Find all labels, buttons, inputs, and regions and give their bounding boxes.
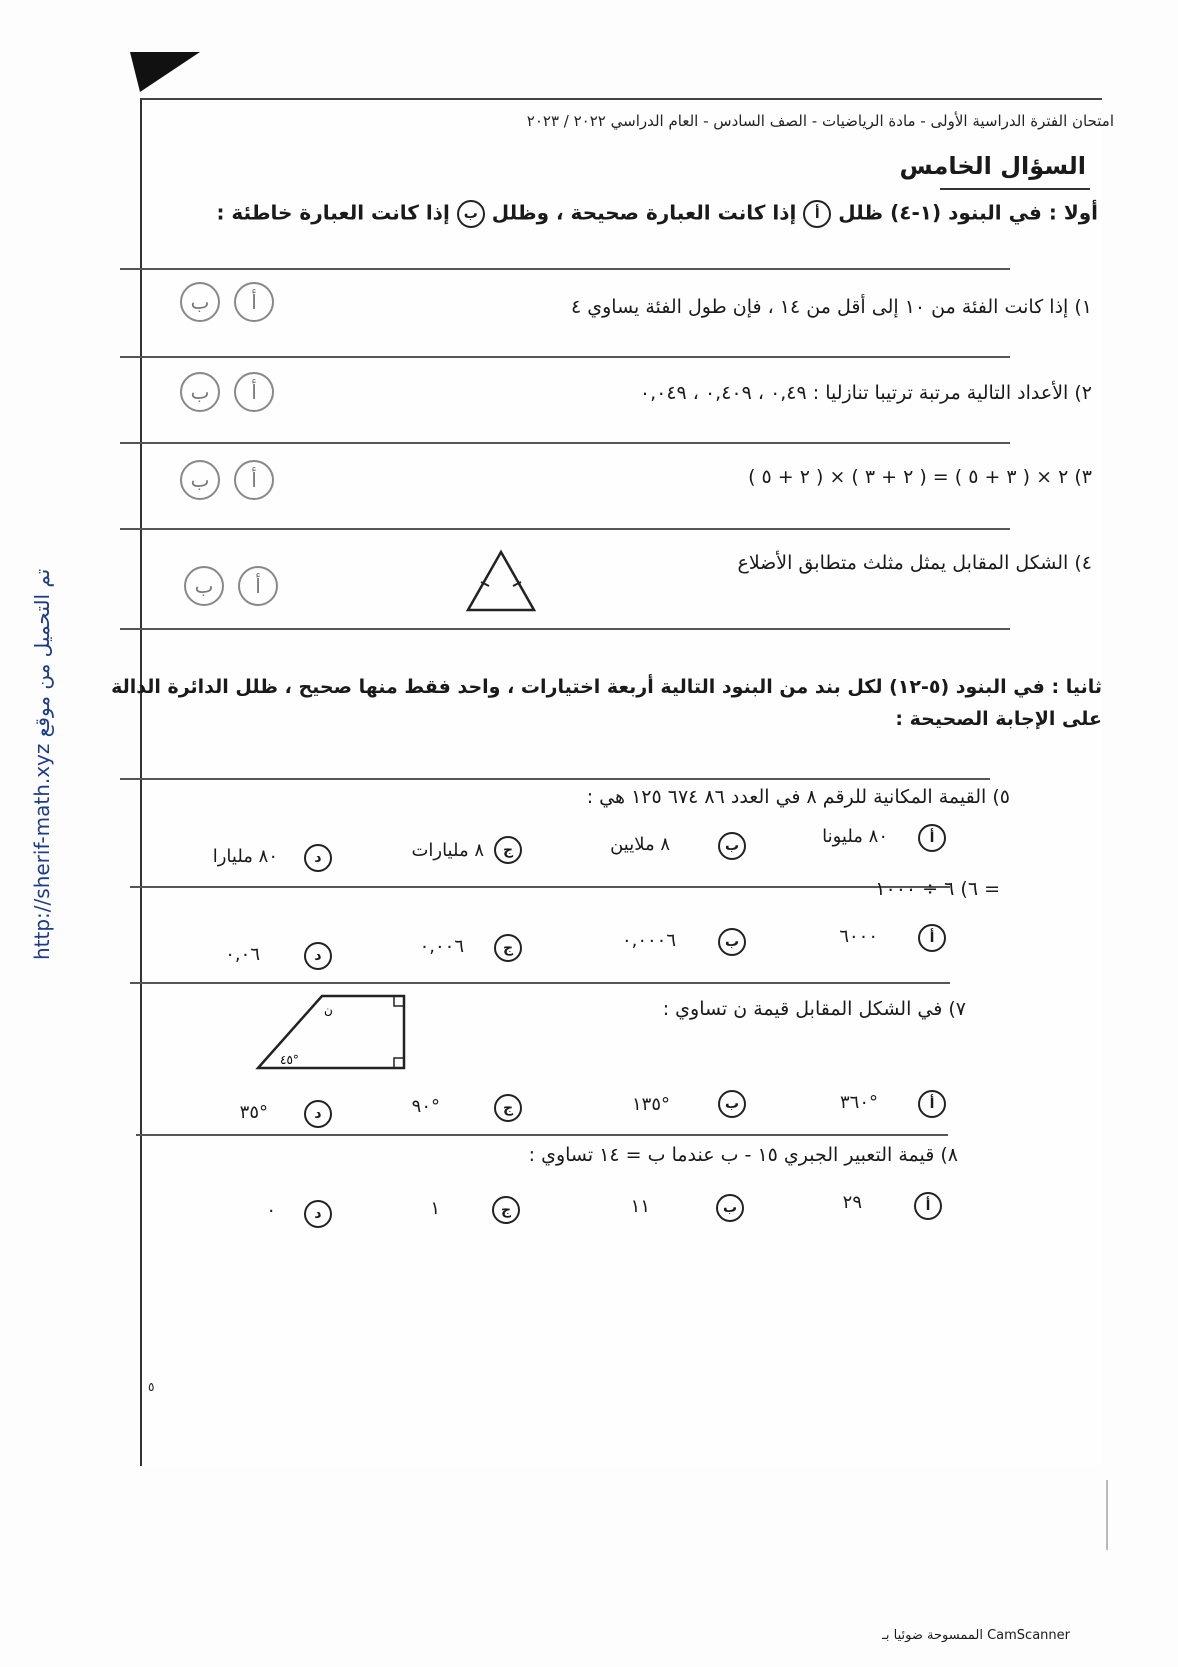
- false-circle-icon: ب: [457, 200, 485, 228]
- q8-option-d: ٠: [266, 1200, 276, 1221]
- q6-option-c: ٠,٠٠٦: [419, 936, 464, 957]
- q3-true-circle[interactable]: أ: [234, 460, 274, 500]
- q2-false-circle[interactable]: ب: [180, 372, 220, 412]
- q6-option-a: ٦٠٠٠: [839, 926, 878, 947]
- divider: [130, 886, 950, 888]
- divider: [130, 982, 950, 984]
- part1-instruction: أولا : في البنود (١-٤) ظلل أ إذا كانت العبارة صحيحة ، وظلل ب إذا كانت العبارة خاطئة :: [216, 200, 1098, 228]
- q5-option-d: ٨٠ مليارا: [212, 846, 278, 867]
- question-3: ٣) ٢ × ( ٣ + ٥ ) = ( ٢ + ٣ ) × ( ٢ + ٥ ): [748, 466, 1092, 488]
- q5-option-b-circle[interactable]: ب: [718, 832, 746, 860]
- q4-true-circle[interactable]: أ: [238, 566, 278, 606]
- side-url-caption: تم التحميل من موقع: [30, 568, 54, 738]
- q6-option-b-circle[interactable]: ب: [718, 928, 746, 956]
- q7-option-d-circle[interactable]: د: [304, 1100, 332, 1128]
- q7-option-d: ٣٥°: [239, 1102, 268, 1123]
- divider: [120, 356, 1010, 358]
- divider: [120, 778, 990, 780]
- angle-n-label: ن: [324, 1003, 333, 1017]
- q4-false-circle[interactable]: ب: [184, 566, 224, 606]
- q7-option-c-circle[interactable]: ج: [494, 1094, 522, 1122]
- q8-option-a: ٢٩: [842, 1192, 862, 1213]
- question-7: ٧) في الشكل المقابل قيمة ن تساوي :: [662, 998, 966, 1020]
- question-6: ٦) ٦ ÷ ١٠٠٠ =: [875, 878, 1000, 900]
- q7-option-b-circle[interactable]: ب: [718, 1090, 746, 1118]
- page-number: ٥: [148, 1380, 155, 1394]
- equilateral-triangle-figure: [464, 548, 538, 614]
- q6-option-c-circle[interactable]: ج: [494, 934, 522, 962]
- q6-option-b: ٠,٠٠٠٦: [621, 930, 676, 951]
- q2-true-circle[interactable]: أ: [234, 372, 274, 412]
- q8-option-b-circle[interactable]: ب: [716, 1194, 744, 1222]
- q5-option-c: ٨ مليارات: [411, 840, 484, 861]
- divider: [136, 1134, 948, 1136]
- scan-edge-mark: [1106, 1480, 1108, 1550]
- section-title: السؤال الخامس: [899, 152, 1086, 180]
- side-url-link[interactable]: http://sherif-math.xyz: [30, 743, 54, 960]
- question-4: ٤) الشكل المقابل يمثل مثلث متطابق الأضلاع: [737, 552, 1092, 574]
- q6-option-d: ٠,٠٦: [225, 944, 260, 965]
- q5-option-a: ٨٠ مليونا: [822, 826, 888, 847]
- part2-instruction-line2: على الإجابة الصحيحة :: [895, 708, 1102, 730]
- q8-option-c: ١: [430, 1198, 440, 1219]
- q5-option-a-circle[interactable]: أ: [918, 824, 946, 852]
- q7-option-a-circle[interactable]: أ: [918, 1090, 946, 1118]
- q7-option-a: ٣٦٠°: [839, 1092, 878, 1113]
- exam-header: امتحان الفترة الدراسية الأولى - مادة الرياضيات - الصف السادس - العام الدراسي ٢٠٢٢ / ٢٠٢٣: [526, 112, 1114, 130]
- q1-true-circle[interactable]: أ: [234, 282, 274, 322]
- q8-option-c-circle[interactable]: ج: [492, 1196, 520, 1224]
- q6-option-a-circle[interactable]: أ: [918, 924, 946, 952]
- q7-option-c: ٩٠°: [411, 1096, 440, 1117]
- q5-option-b: ٨ ملايين: [610, 834, 670, 855]
- divider: [120, 442, 1010, 444]
- q5-option-d-circle[interactable]: د: [304, 844, 332, 872]
- question-1: ١) إذا كانت الفئة من ١٠ إلى أقل من ١٤ ، فإن طول الفئة يساوي ٤: [570, 296, 1092, 318]
- question-2: ٢) الأعداد التالية مرتبة ترتيبا تنازليا : ٠,٤٩ ، ٠,٤٠٩ ، ٠,٠٤٩: [639, 382, 1092, 404]
- q3-false-circle[interactable]: ب: [180, 460, 220, 500]
- q8-option-a-circle[interactable]: أ: [914, 1192, 942, 1220]
- divider: [120, 528, 1010, 530]
- trapezoid-figure: [252, 990, 416, 1074]
- q8-option-d-circle[interactable]: د: [304, 1200, 332, 1228]
- q5-option-c-circle[interactable]: ج: [494, 836, 522, 864]
- q7-option-b: ١٣٥°: [631, 1094, 670, 1115]
- part2-instruction-line1: ثانيا : في البنود (٥-١٢) لكل بند من البنود التالية أربعة اختيارات ، واحد فقط منها صحيح ، ظلل الدائرة الدالة: [111, 676, 1102, 698]
- true-circle-icon: أ: [803, 200, 831, 228]
- corner-triangle-mark: [130, 52, 200, 92]
- divider: [120, 268, 1010, 270]
- title-underline: [940, 188, 1090, 190]
- camscanner-footer: الممسوحة ضوئيا بـ CamScanner: [882, 1628, 1070, 1643]
- angle-45-label: ٤٥°: [280, 1053, 299, 1067]
- question-8: ٨) قيمة التعبير الجبري ١٥ - ب عندما ب = ١٤ تساوي :: [528, 1144, 958, 1166]
- divider: [120, 628, 1010, 630]
- q8-option-b: ١١: [630, 1196, 650, 1217]
- side-download-url: [30, 569, 54, 960]
- q1-false-circle[interactable]: ب: [180, 282, 220, 322]
- question-5: ٥) القيمة المكانية للرقم ٨ في العدد ٨٦ ٦٧٤ ١٢٥ هي :: [586, 786, 1010, 808]
- q6-option-d-circle[interactable]: د: [304, 942, 332, 970]
